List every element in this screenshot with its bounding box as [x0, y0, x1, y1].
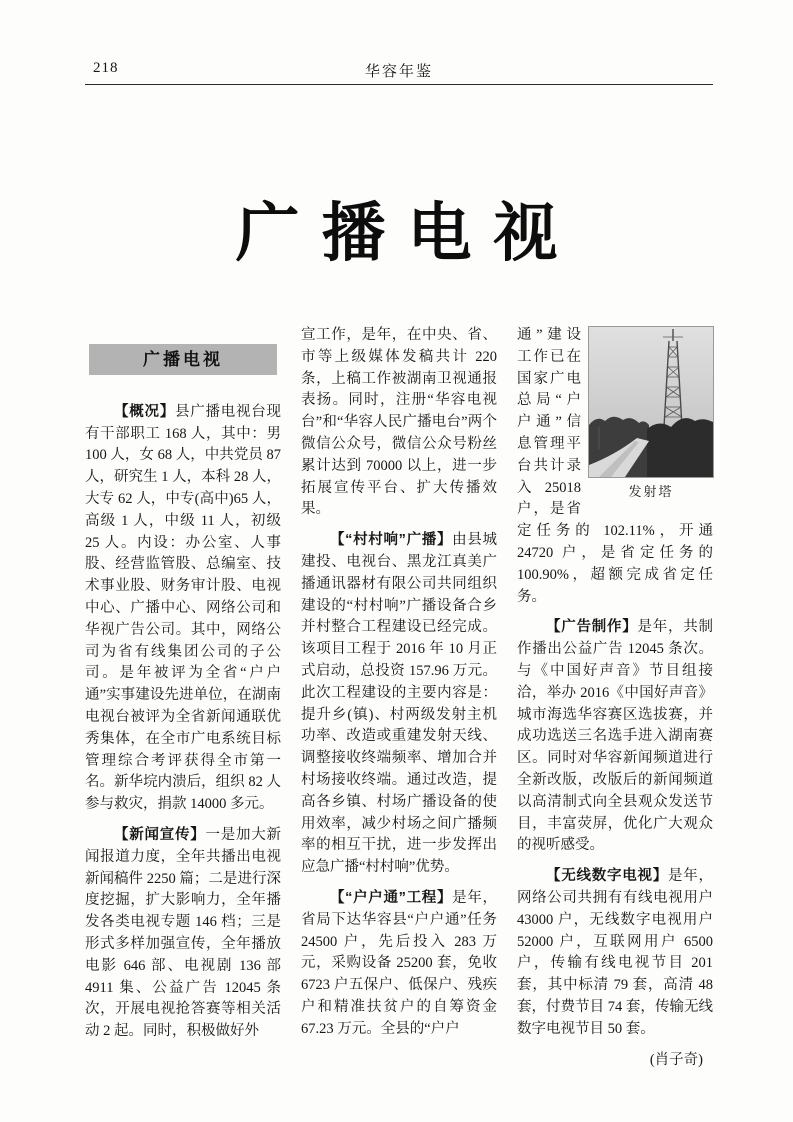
paragraph-news-text: 一是加大新闻报道力度，全年共播出电视新闻稿件 2250 篇；二是进行深度挖掘，扩大影响力，全年播发各类电视专题 146 档；三是形式多样加强宣传，全年播放电影 646 部、电视剧 136 部 4911 集、公益广告 12045 条次，开展电视抢答赛等相关活动 2 起。同时，积极做好外 [85, 826, 281, 1040]
paragraph-advertising-label: 【广告制作】 [546, 619, 638, 636]
paragraph-wireless-tv-label: 【无线数字电视】 [546, 868, 668, 885]
paragraph-news-continued-text: 宣工作，是年，在中央、省、市等上级媒体发稿共计 220 条，上稿工作被湖南卫视通报表扬。同时，注册“华容电视台”和“华容人民广播电台”两个微信公众号，微信公众号粉丝累计达到 70000 以上，进一步拓展宣传平台、扩大传播效果。 [301, 327, 497, 518]
paragraph-overview-label: 【概况】 [114, 403, 175, 420]
paragraph-wireless-tv [517, 866, 713, 1040]
paragraph-household-project-label: 【“户户通”工程】 [330, 889, 453, 906]
paragraph-news-label: 【新闻宣传】 [114, 826, 206, 843]
photo-figure [589, 327, 713, 503]
column-2 [301, 325, 497, 1080]
paragraph-village-broadcast [301, 530, 497, 879]
paragraph-wireless-tv-text: 是年，网络公司共拥有有线电视用户 43000 户，无线数字电视用户 52000 户，互联网用户 6500 户，传输有线电视节目 201 套，其中标清 79 套，高清 48 套，付费节目 74 套，传输无线数字电视节目 50 套。 [517, 868, 713, 1037]
paragraph-advertising [517, 617, 713, 857]
paragraph-news-continued [301, 325, 497, 521]
photo-caption: 发射塔 [628, 484, 674, 499]
paragraph-household-project-text: 是年，省局下达华容县“户户通”任务 24500 户，先后投入 283 万元，采购设备 25200 套，免收 6723 户五保户、低保户、残疾户和精准扶贫户的自筹资金 67.23 万元。全县的“户户 [301, 889, 498, 1037]
paragraph-overview [85, 402, 281, 816]
paragraph-household-project-continued [517, 325, 713, 608]
paragraph-village-broadcast-text: 由县城建投、电视台、黑龙江真美广播通讯器材有限公司共同组织建设的“村村响”广播设备合乡并村整合工程建设已经完成。该项目工程于 2016 年 10 月正式启动，总投资 157.96 万元。此次工程建设的主要内容是：提升乡(镇)、村两级发射主机功率、改造或重建发射天线、调整接收终端频率、增加合并村场接收终端。通过改造，提高各乡镇、村场广播设备的使用效率，减少村场之间广播频率的相互干扰，进一步发挥出应急广播“村村响”优势。 [301, 532, 498, 876]
paragraph-news [85, 825, 281, 1043]
paragraph-advertising-text: 是年，共制作播出公益广告 12045 条次。与《中国好声音》节目组接洽，举办 2016《中国好声音》城市海选华容赛区选拔赛，并成功选送三名选手进入湖南赛区。同时对华容新闻频道进行全新改版，改版后的新闻频道以高清制式向全县观众发送节目，丰富荧屏，优化广大观众的视听感受。 [517, 619, 713, 854]
column-1 [85, 325, 281, 1080]
paragraph-village-broadcast-label: 【“村村响”广播】 [330, 532, 453, 549]
running-head [85, 58, 713, 85]
page-number: 218 [93, 60, 119, 76]
paragraph-household-project-continued-text: 通”建设工作已在国家广电总局“户户通”信息管理平台共计录入 25018 户，是省定任务的 102.11%，开通 24720 户，是省定任务的 100.90%，超额完成省定任务。 [517, 327, 713, 605]
column-3 [517, 325, 713, 1080]
columns [85, 325, 713, 1080]
transmission-tower-photo [589, 327, 713, 477]
header-title: 华容年鉴 [364, 64, 433, 80]
paragraph-household-project [301, 888, 497, 1041]
section-header: 广播电视 [89, 344, 277, 375]
author-credit: (肖子奇) [649, 1051, 703, 1068]
page-title: 广播电视 [235, 198, 580, 269]
paragraph-overview-text: 县广播电视台现有干部职工 168 人，其中：男 100 人，女 68 人，中共党员 87 人，研究生 1 人，本科 28 人，大专 62 人，中专(高中)65 人，高级 1 人，中级 11 人，初级 25 人。内设：办公室、人事股、经营监管股、总编室、技术事业股、财务审计股、电视中心、广播中心、网络公司和华视广告公司。其中，网络公司为省有线集团公司的子公司。是年被评为全省“户户通”实事建设先进单位，在湖南电视台被评为全省新闻通联优秀集体，在全市广电系统目标管理综合考评获得全市第一名。新华垸内溃后，组织 82 人参与救灾，捐款 14000 多元。 [85, 403, 281, 813]
